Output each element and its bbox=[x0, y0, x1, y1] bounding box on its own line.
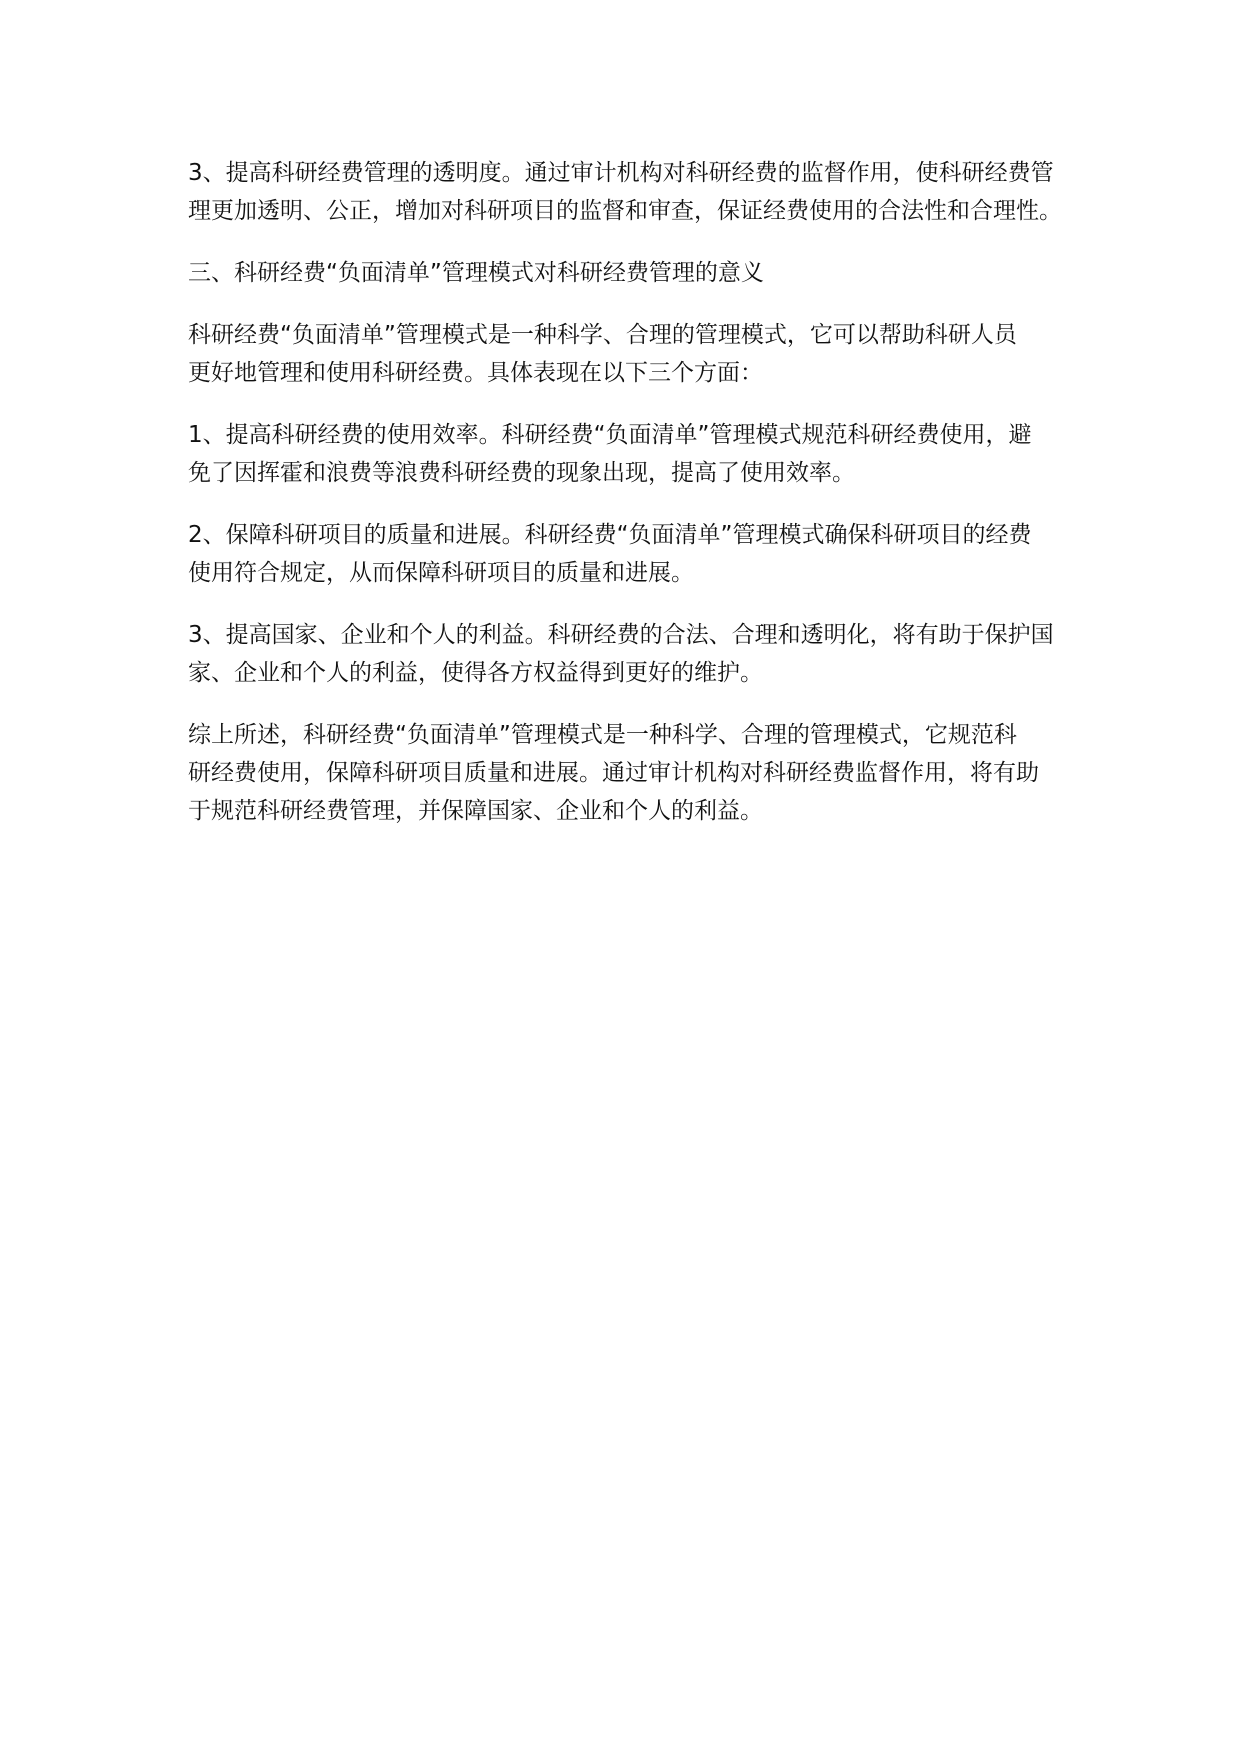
text-line: 更好地管理和使用科研经费。具体表现在以下三个方面： bbox=[188, 360, 763, 386]
text-line: 科研经费“负面清单”管理模式是一种科学、合理的管理模式，它可以帮助科研人员 bbox=[188, 322, 1017, 348]
text-line: 3、提高科研经费管理的透明度。通过审计机构对科研经费的监督作用，使科研经费管 bbox=[188, 160, 1054, 186]
paragraph-point-1 bbox=[188, 416, 1068, 492]
text-line: 3、提高国家、企业和个人的利益。科研经费的合法、合理和透明化，将有助于保护国 bbox=[188, 622, 1054, 648]
paragraph-transparency bbox=[188, 154, 1068, 230]
text-line: 使用符合规定，从而保障科研项目的质量和进展。 bbox=[188, 560, 694, 586]
text-line: 于规范科研经费管理，并保障国家、企业和个人的利益。 bbox=[188, 798, 763, 824]
section-heading bbox=[188, 254, 1068, 292]
paragraph-point-2 bbox=[188, 516, 1068, 592]
text-line: 免了因挥霍和浪费等浪费科研经费的现象出现，提高了使用效率。 bbox=[188, 460, 855, 486]
text-line: 1、提高科研经费的使用效率。科研经费“负面清单”管理模式规范科研经费使用，避 bbox=[188, 422, 1032, 448]
paragraph-point-3 bbox=[188, 616, 1068, 692]
heading-text: 三、科研经费“负面清单”管理模式对科研经费管理的意义 bbox=[188, 260, 764, 286]
document-body bbox=[188, 154, 1068, 854]
text-line: 理更加透明、公正，增加对科研项目的监督和审查，保证经费使用的合法性和合理性。 bbox=[188, 198, 1062, 224]
text-line: 研经费使用，保障科研项目质量和进展。通过审计机构对科研经费监督作用，将有助 bbox=[188, 760, 1039, 786]
text-line: 家、企业和个人的利益，使得各方权益得到更好的维护。 bbox=[188, 660, 763, 686]
paragraph-intro bbox=[188, 316, 1068, 392]
text-line: 2、保障科研项目的质量和进展。科研经费“负面清单”管理模式确保科研项目的经费 bbox=[188, 522, 1032, 548]
text-line: 综上所述，科研经费“负面清单”管理模式是一种科学、合理的管理模式，它规范科 bbox=[188, 722, 1017, 748]
paragraph-conclusion bbox=[188, 716, 1068, 830]
